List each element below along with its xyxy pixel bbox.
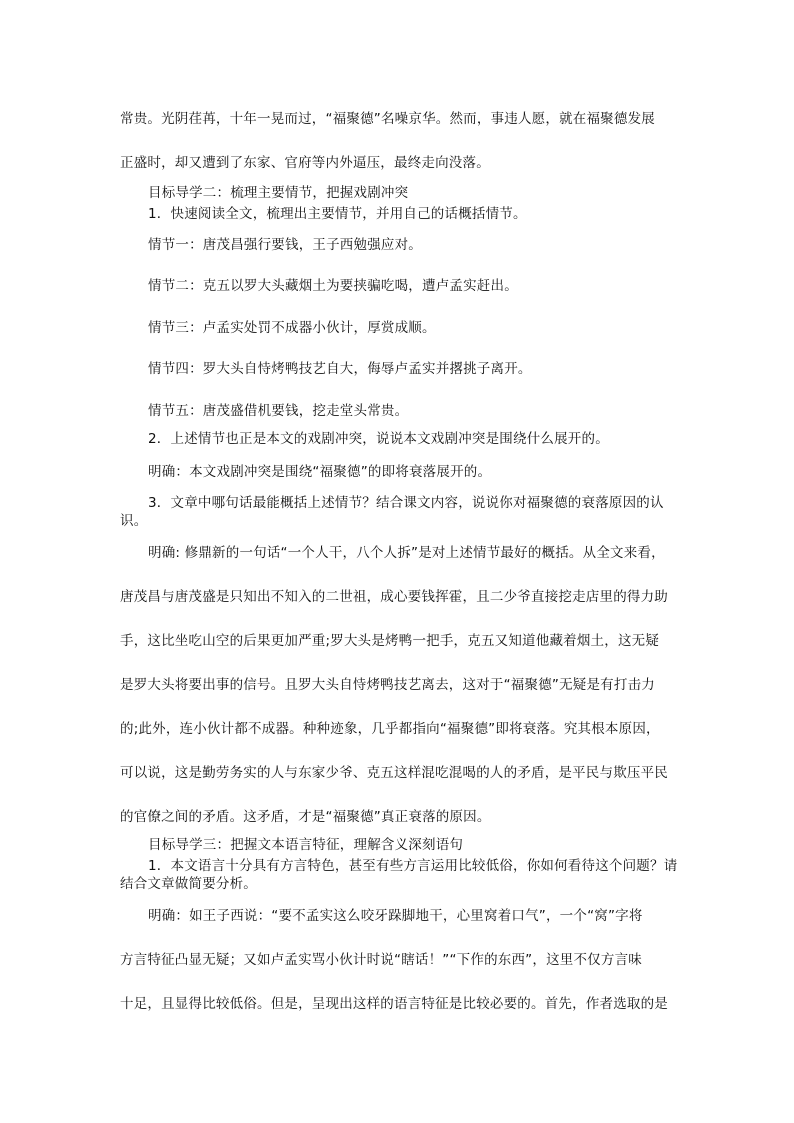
section-heading: 目标导学二：梳理主要情节，把握戏剧冲突 [148,185,409,201]
section-heading: 目标导学三：把握文本语言特征，理解含义深刻语句 [148,837,464,853]
plot-item: 情节五：唐茂盛借机要钱，挖走堂头常贵。 [148,403,409,419]
paragraph-line: 正盛时，却又遭到了东家、官府等内外逼压，最终走向没落。 [120,155,490,171]
plot-item: 情节二：克五以罗大头藏烟土为要挟骗吃喝，遭卢孟实赶出。 [148,278,518,294]
plot-item: 情节三：卢孟实处罚不成器小伙计，厚赏成顺。 [148,320,436,336]
plot-item: 情节一：唐茂昌强行要钱，王子西勉强应对。 [148,237,422,253]
question: 1．本文语言十分具有方言特色，甚至有些方言运用比较低俗，你如何看待这个问题？请结合文章做简要分析。 [120,858,678,892]
paragraph-line: 明确：如王子西说：“要不孟实这么咬牙跺脚地干，心里窝着口气”，一个“窝”字将 [148,908,643,924]
answer: 明确：本文戏剧冲突是围绕“福聚德”的即将衰落展开的。 [148,464,492,480]
paragraph-line: 的;此外，连小伙计都不成器。种种迹象，几乎都指向“福聚德”即将衰落。究其根本原因， [120,721,660,737]
paragraph-line: 唐茂昌与唐茂盛是只知出不知入的二世祖，成心要钱挥霍，且二少爷直接挖走店里的得力助 [120,589,668,605]
paragraph-line: 方言特征凸显无疑；又如卢孟实骂小伙计时说“瞎话！”“下作的东西”，这里不仅方言味 [120,952,642,968]
paragraph-line: 十足，且显得比较低俗。但是，呈现出这样的语言特征是比较必要的。首先，作者选取的是 [120,996,668,1012]
paragraph-line: 手，这比坐吃山空的后果更加严重;罗大头是烤鸭一把手，克五又知道他藏着烟土，这无疑 [120,633,660,649]
paragraph-line: 的官僚之间的矛盾。这矛盾，才是“福聚德”真正衰落的原因。 [120,809,491,825]
question: 3．文章中哪句话最能概括上述情节？结合课文内容，说说你对福聚德的衰落原因的认识。 [120,495,664,529]
plot-item: 情节四：罗大头自恃烤鸭技艺自大，侮辱卢孟实并撂挑子离开。 [148,361,532,377]
question: 2．上述情节也正是本文的戏剧冲突，说说本文戏剧冲突是围绕什么展开的。 [148,431,609,447]
paragraph-line: 是罗大头将要出事的信号。且罗大头自恃烤鸭技艺离去，这对于“福聚德”无疑是有打击力 [120,677,655,693]
paragraph-line: 常贵。光阴荏苒，十年一晃而过，“福聚德”名噪京华。然而，事违人愿，就在福聚德发展 [120,111,655,127]
question: 1．快速阅读全文，梳理出主要情节，并用自己的话概括情节。 [148,206,527,222]
paragraph-line: 明确: 修鼎新的一句话“一个人干，八个人拆”是对上述情节最好的概括。从全文来看， [148,545,665,561]
paragraph-line: 可以说，这是勤劳务实的人与东家少爷、克五这样混吃混喝的人的矛盾，是平民与欺压平民 [120,765,668,781]
